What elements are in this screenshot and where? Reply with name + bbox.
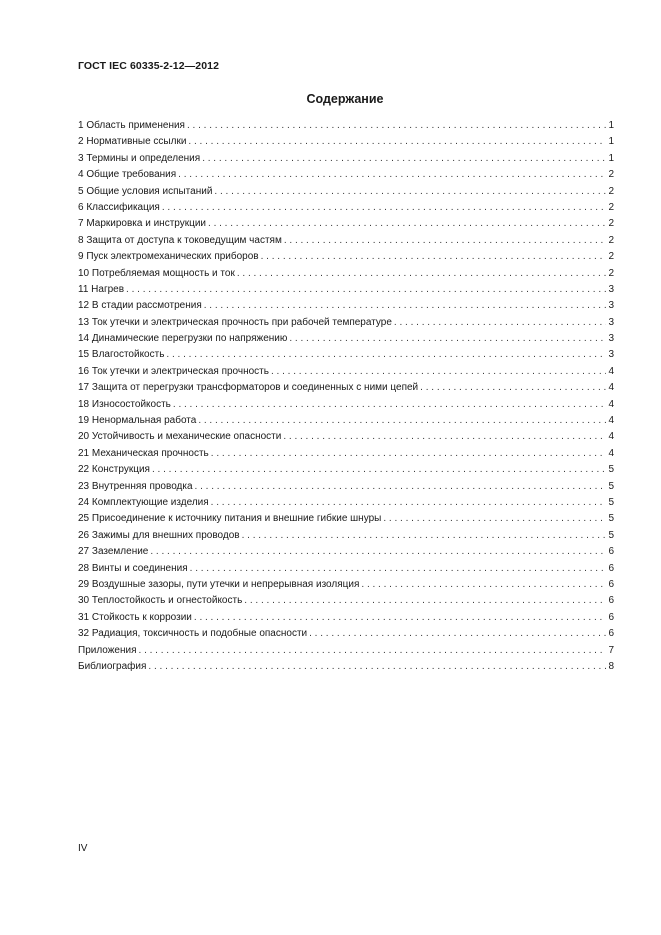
toc-entry-page: 6 [608, 595, 614, 607]
toc-entry[interactable] [78, 315, 614, 331]
document-header: ГОСТ IEC 60335-2-12—2012 [78, 60, 220, 72]
toc-leader-dots [394, 315, 606, 331]
toc-entry-label: 2 Нормативные ссылки [78, 136, 187, 148]
toc-leader-dots [214, 184, 606, 200]
toc-entry[interactable] [78, 561, 614, 577]
toc-entry-page: 3 [608, 300, 614, 312]
toc-entry-label: 30 Теплостойкость и огнестойкость [78, 595, 243, 607]
toc-leader-dots [190, 561, 606, 577]
toc-leader-dots [284, 233, 606, 249]
toc-entry-label: 19 Ненормальная работа [78, 415, 197, 427]
toc-leader-dots [126, 282, 606, 298]
toc-entry-label: 28 Винты и соединения [78, 562, 188, 574]
toc-entry[interactable] [78, 266, 614, 282]
toc-entry[interactable] [78, 151, 614, 167]
toc-leader-dots [289, 331, 606, 347]
toc-title: Содержание [306, 92, 384, 106]
toc-entry-label: 12 В стадии рассмотрения [78, 300, 202, 312]
toc-leader-dots [162, 200, 606, 216]
toc-entry-label: 5 Общие условия испытаний [78, 185, 213, 197]
toc-entry-page: 6 [608, 578, 614, 590]
toc-leader-dots [178, 167, 606, 183]
toc-entry-page: 2 [608, 169, 614, 181]
toc-entry-page: 1 [608, 120, 614, 131]
toc-leader-dots [244, 593, 606, 609]
toc-entry-page: 2 [608, 234, 614, 246]
toc-entry[interactable] [78, 511, 614, 527]
toc-entry-label: Приложения [78, 644, 137, 656]
toc-leader-dots [283, 429, 606, 445]
toc-leader-dots [237, 266, 606, 282]
toc-leader-dots [198, 413, 606, 429]
toc-entry-label: 29 Воздушные зазоры, пути утечки и непрерывная изоляция [78, 578, 360, 590]
toc-leader-dots [148, 659, 606, 675]
toc-entry-page: 6 [608, 628, 614, 640]
toc-entry-label: 32 Радиация, токсичность и подобные опасности [78, 628, 308, 640]
toc-entry-label: 23 Внутренняя проводка [78, 480, 193, 492]
toc-entry-page: 3 [608, 349, 614, 361]
toc-entry-page: 2 [608, 218, 614, 230]
toc-leader-dots [152, 462, 606, 478]
toc-entry[interactable] [78, 462, 614, 478]
toc-entry-label: 31 Стойкость к коррозии [78, 611, 192, 623]
toc-leader-dots [187, 118, 606, 134]
table-of-contents [78, 118, 614, 675]
toc-entry-page: 5 [608, 480, 614, 492]
toc-entry[interactable] [78, 626, 614, 642]
toc-entry-page: 4 [608, 365, 614, 377]
toc-entry-label: Библиография [78, 660, 147, 672]
toc-entry-page: 8 [608, 660, 614, 672]
toc-leader-dots [211, 446, 606, 462]
toc-leader-dots [309, 626, 606, 642]
toc-entry-page: 1 [608, 152, 614, 164]
toc-entry[interactable] [78, 495, 614, 511]
toc-entry-page: 6 [608, 562, 614, 574]
toc-entry-label: 18 Износостойкость [78, 398, 171, 410]
toc-leader-dots [139, 643, 606, 659]
toc-entry-page: 4 [608, 447, 614, 459]
toc-leader-dots [194, 610, 606, 626]
toc-entry-page: 5 [608, 529, 614, 541]
toc-entry-label: 17 Защита от перегрузки трансформаторов и соединенных с ними цепей [78, 382, 419, 394]
toc-entry-label: 7 Маркировка и инструкции [78, 218, 207, 230]
toc-entry-label: 6 Классификация [78, 201, 160, 213]
toc-entry-label: 4 Общие требования [78, 169, 177, 181]
toc-entry-label: 1 Область применения [78, 120, 185, 131]
toc-leader-dots [173, 397, 606, 413]
toc-entry[interactable] [78, 249, 614, 265]
toc-leader-dots [261, 249, 606, 265]
toc-entry-label: 25 Присоединение к источнику питания и внешние гибкие шнуры [78, 513, 382, 525]
toc-entry-label: 26 Зажимы для внешних проводов [78, 529, 240, 541]
toc-entry-label: 11 Нагрев [78, 283, 125, 295]
toc-entry-label: 27 Заземление [78, 546, 149, 558]
toc-entry[interactable] [78, 134, 614, 150]
toc-entry-page: 5 [608, 464, 614, 476]
toc-entry[interactable] [78, 282, 614, 298]
toc-entry-page: 6 [608, 611, 614, 623]
toc-leader-dots [202, 151, 606, 167]
toc-entry[interactable] [78, 118, 614, 134]
toc-leader-dots [204, 298, 606, 314]
toc-entry-label: 16 Ток утечки и электрическая прочность [78, 365, 269, 377]
toc-entry-label: 13 Ток утечки и электрическая прочность при рабочей температуре [78, 316, 392, 328]
toc-entry-label: 24 Комплектующие изделия [78, 496, 209, 508]
toc-entry-page: 6 [608, 546, 614, 558]
toc-entry-page: 1 [608, 136, 614, 148]
toc-entry-label: 10 Потребляемая мощность и ток [78, 267, 235, 279]
toc-entry-page: 2 [608, 251, 614, 263]
toc-entry-page: 4 [608, 382, 614, 394]
toc-entry[interactable] [78, 380, 614, 396]
toc-entry-page: 3 [608, 283, 614, 295]
toc-entry-label: 14 Динамические перегрузки по напряжению [78, 333, 288, 345]
toc-entry[interactable] [78, 364, 614, 380]
toc-entry[interactable] [78, 298, 614, 314]
toc-entry-page: 4 [608, 398, 614, 410]
toc-entry[interactable] [78, 528, 614, 544]
toc-entry-label: 21 Механическая прочность [78, 447, 209, 459]
toc-leader-dots [150, 544, 606, 560]
toc-entry[interactable] [78, 659, 614, 675]
toc-entry-page: 5 [608, 496, 614, 508]
toc-entry-page: 2 [608, 267, 614, 279]
toc-entry-page: 3 [608, 333, 614, 345]
toc-leader-dots [420, 380, 606, 396]
toc-entry-label: 20 Устойчивость и механические опасности [78, 431, 282, 443]
toc-entry-page: 5 [608, 513, 614, 525]
page-number: IV [78, 843, 88, 854]
toc-entry-page: 2 [608, 185, 614, 197]
toc-entry[interactable] [78, 413, 614, 429]
toc-entry[interactable] [78, 347, 614, 363]
toc-leader-dots [166, 347, 606, 363]
toc-entry[interactable] [78, 216, 614, 232]
toc-entry[interactable] [78, 397, 614, 413]
toc-entry[interactable] [78, 429, 614, 445]
toc-entry[interactable] [78, 184, 614, 200]
toc-leader-dots [188, 134, 606, 150]
toc-entry[interactable] [78, 233, 614, 249]
toc-entry[interactable] [78, 446, 614, 462]
toc-leader-dots [242, 528, 606, 544]
toc-leader-dots [195, 479, 606, 495]
toc-entry[interactable] [78, 479, 614, 495]
toc-entry-label: 3 Термины и определения [78, 152, 201, 164]
toc-entry-label: 22 Конструкция [78, 464, 150, 476]
toc-entry[interactable] [78, 544, 614, 560]
toc-entry-label: 9 Пуск электромеханических приборов [78, 251, 259, 263]
toc-leader-dots [361, 577, 606, 593]
toc-leader-dots [383, 511, 606, 527]
toc-entry[interactable] [78, 200, 614, 216]
toc-entry-page: 4 [608, 431, 614, 443]
toc-leader-dots [208, 216, 606, 232]
toc-entry-page: 3 [608, 316, 614, 328]
toc-entry[interactable] [78, 593, 614, 609]
toc-entry-page: 4 [608, 415, 614, 427]
toc-leader-dots [211, 495, 606, 511]
toc-entry-label: 8 Защита от доступа к токоведущим частям [78, 234, 282, 246]
toc-entry[interactable] [78, 577, 614, 593]
toc-entry[interactable] [78, 610, 614, 626]
toc-leader-dots [271, 364, 606, 380]
toc-entry[interactable] [78, 643, 614, 659]
toc-entry-page: 7 [608, 644, 614, 656]
toc-entry-label: 15 Влагостойкость [78, 349, 165, 361]
toc-entry[interactable] [78, 167, 614, 183]
toc-entry-page: 2 [608, 201, 614, 213]
toc-entry[interactable] [78, 331, 614, 347]
